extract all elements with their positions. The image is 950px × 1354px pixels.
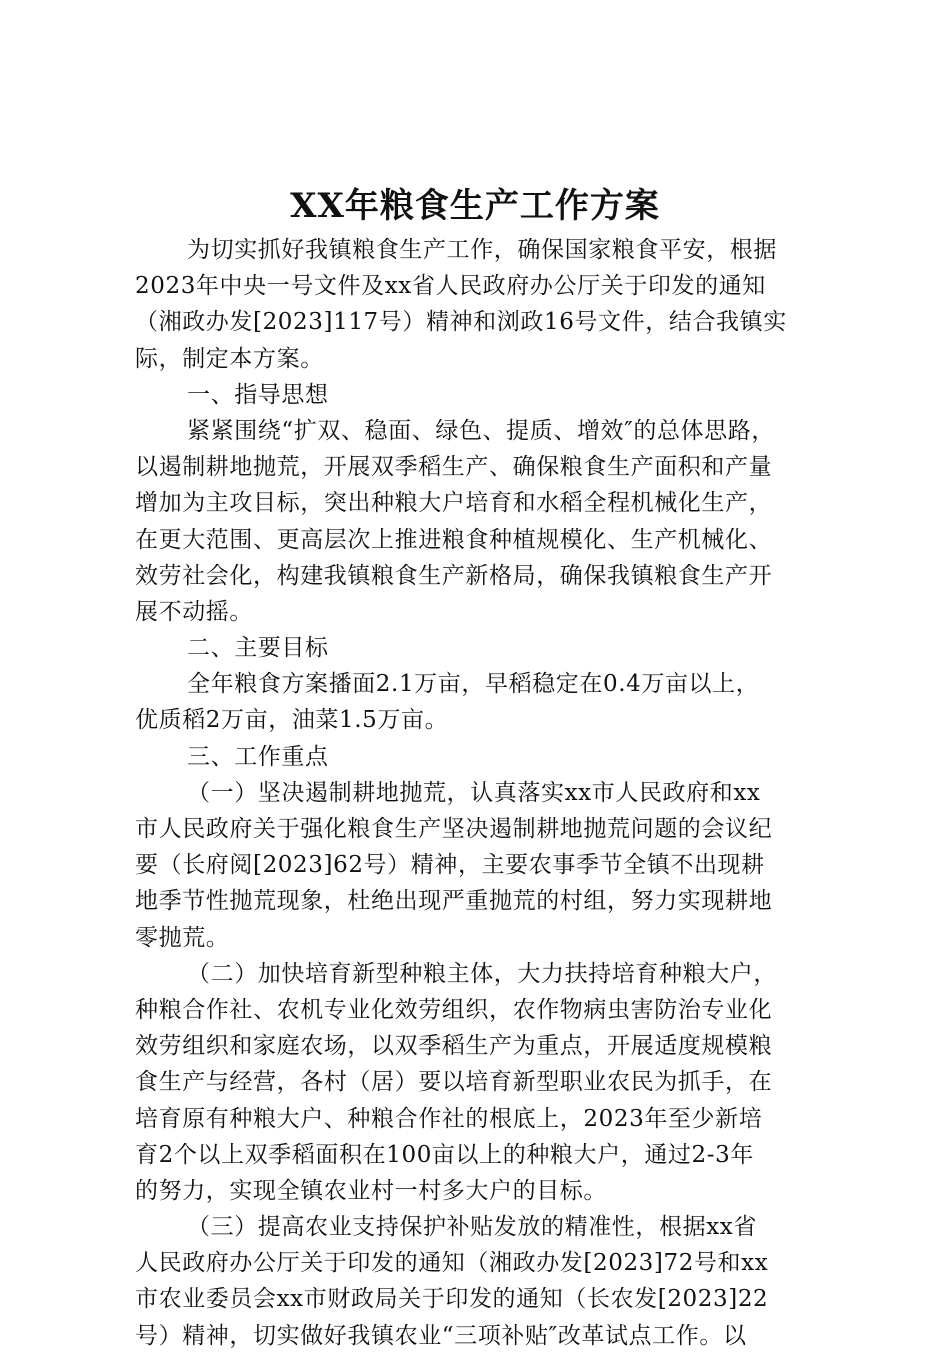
paragraph-line: 优质稻2万亩，油菜1.5万亩。 xyxy=(135,707,449,734)
paragraph-line: 零抛荒。 xyxy=(135,924,230,951)
paragraph-line: 市农业委员会xx市财政局关于印发的通知（长农发[2023]22 xyxy=(135,1286,769,1313)
paragraph-line: 一、指导思想 xyxy=(187,381,329,408)
paragraph-line: 人民政府办公厅关于印发的通知（湘政办发[2023]72号和xx xyxy=(135,1250,769,1277)
paragraph-line: 的努力，实现全镇农业村一村多大户的目标。 xyxy=(135,1177,607,1204)
paragraph-line: 市人民政府关于强化粮食生产坚决遏制耕地抛荒问题的会议纪 xyxy=(135,816,773,842)
paragraph-line: 紧紧围绕“扩双、稳面、绿色、提质、增效″的总体思路， xyxy=(187,417,775,444)
paragraph-line: 育2个以上双季稻面积在100亩以上的种粮大户，通过2-3年 xyxy=(135,1141,754,1168)
paragraph-line: （二）加快培育新型种粮主体，大力扶持培育种粮大户， xyxy=(187,960,777,987)
paragraph-line: 以遏制耕地抛荒，开展双季稻生产、确保粮食生产面积和产量 xyxy=(135,454,773,481)
document-title: XX年粮食生产工作方案 xyxy=(290,186,660,226)
paragraph-line: 全年粮食方案播面2.1万亩，早稻稳定在0.4万亩以上， xyxy=(187,671,760,698)
paragraph-line: 号）精神，切实做好我镇农业“三项补贴″改革试点工作。以 xyxy=(135,1322,747,1349)
paragraph-line: 效劳组织和家庭农场，以双季稻生产为重点，开展适度规模粮 xyxy=(135,1033,773,1060)
paragraph-line: 增加为主攻目标，突出种粮大户培育和水稻全程机械化生产， xyxy=(135,490,773,517)
paragraph-line: （一）坚决遏制耕地抛荒，认真落实xx市人民政府和xx xyxy=(187,779,761,806)
paragraph-line: 际，制定本方案。 xyxy=(135,345,324,372)
paragraph-line: 展不动摇。 xyxy=(135,598,253,625)
paragraph-line: 二、主要目标 xyxy=(187,635,329,662)
paragraph-line: 在更大范围、更高层次上推进粮食种植规模化、生产机械化、 xyxy=(135,526,773,553)
document-body xyxy=(135,232,835,1354)
paragraph-line: 地季节性抛荒现象，杜绝出现严重抛荒的村组，努力实现耕地 xyxy=(135,888,773,915)
paragraph-line: （三）提高农业支持保护补贴发放的精准性，根据xx省 xyxy=(187,1214,757,1241)
paragraph-line: 培育原有种粮大户、种粮合作社的根底上，2023年至少新培 xyxy=(135,1105,763,1132)
paragraph-line: 效劳社会化，构建我镇粮食生产新格局，确保我镇粮食生产开 xyxy=(135,562,773,589)
paragraph-line: 种粮合作社、农机专业化效劳组织，农作物病虫害防治专业化 xyxy=(135,996,773,1023)
paragraph-line: （湘政办发[2023]117号）精神和浏政16号文件，结合我镇实 xyxy=(135,309,787,336)
paragraph-line: 食生产与经营，各村（居）要以培育新型职业农民为抓手，在 xyxy=(135,1069,773,1096)
paragraph-line: 为切实抓好我镇粮食生产工作，确保国家粮食平安，根据 xyxy=(187,237,777,263)
paragraph-line: 三、工作重点 xyxy=(187,743,329,770)
paragraph-line: 2023年中央一号文件及xx省人民政府办公厅关于印发的通知 xyxy=(135,273,766,300)
paragraph-line: 要（长府阅[2023]62号）精神，主要农事季节全镇不出现耕 xyxy=(135,852,765,879)
